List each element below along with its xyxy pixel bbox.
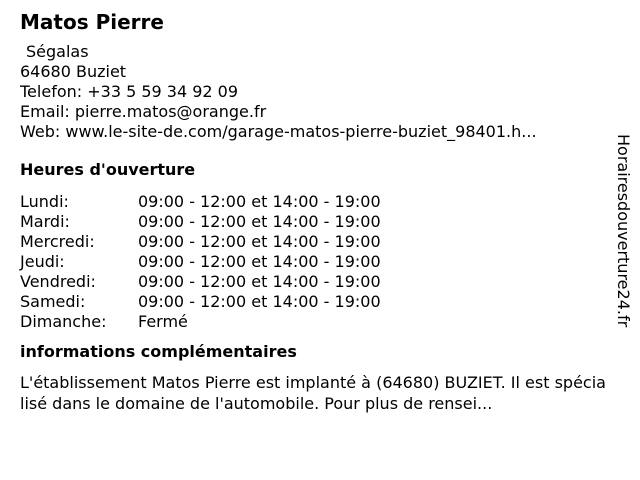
day-times: 09:00 - 12:00 et 14:00 - 19:00 <box>138 252 381 271</box>
hours-title: Heures d'ouverture <box>20 160 196 179</box>
day-times: 09:00 - 12:00 et 14:00 - 19:00 <box>138 292 381 311</box>
day-times: Fermé <box>138 312 188 331</box>
day-label: Mercredi: <box>20 232 95 251</box>
hours-row-mercredi <box>20 232 610 252</box>
hours-row-samedi <box>20 292 610 312</box>
hours-table <box>20 192 610 332</box>
street-address: Ségalas <box>26 42 89 61</box>
hours-row-jeudi <box>20 252 610 272</box>
day-times: 09:00 - 12:00 et 14:00 - 19:00 <box>138 212 381 231</box>
day-label: Samedi: <box>20 292 86 311</box>
hours-row-dimanche <box>20 312 610 332</box>
day-label: Dimanche: <box>20 312 107 331</box>
hours-row-mardi <box>20 212 610 232</box>
info-title: informations complémentaires <box>20 342 297 361</box>
day-times: 09:00 - 12:00 et 14:00 - 19:00 <box>138 232 381 251</box>
city-address: 64680 Buziet <box>20 62 127 81</box>
business-name: Matos Pierre <box>20 10 164 34</box>
watermark-text: Horairesdouverture24.fr <box>614 134 633 328</box>
hours-row-vendredi <box>20 272 610 292</box>
day-label: Lundi: <box>20 192 69 211</box>
website-link[interactable]: Web: www.le-site-de.com/garage-matos-pierre-buziet_98401.h... <box>20 122 537 141</box>
email-address: Email: pierre.matos@orange.fr <box>20 102 267 121</box>
info-text: L'établissement Matos Pierre est implanté à (64680) BUZIET. Il est spécialisé dans le domaine de l'automobile. Pour plus de rensei... <box>20 373 606 413</box>
day-label: Vendredi: <box>20 272 96 291</box>
phone-number: Telefon: +33 5 59 34 92 09 <box>20 82 239 101</box>
business-card <box>20 8 610 414</box>
day-label: Mardi: <box>20 212 70 231</box>
day-times: 09:00 - 12:00 et 14:00 - 19:00 <box>138 192 381 211</box>
day-times: 09:00 - 12:00 et 14:00 - 19:00 <box>138 272 381 291</box>
hours-row-lundi <box>20 192 610 212</box>
day-label: Jeudi: <box>20 252 65 271</box>
